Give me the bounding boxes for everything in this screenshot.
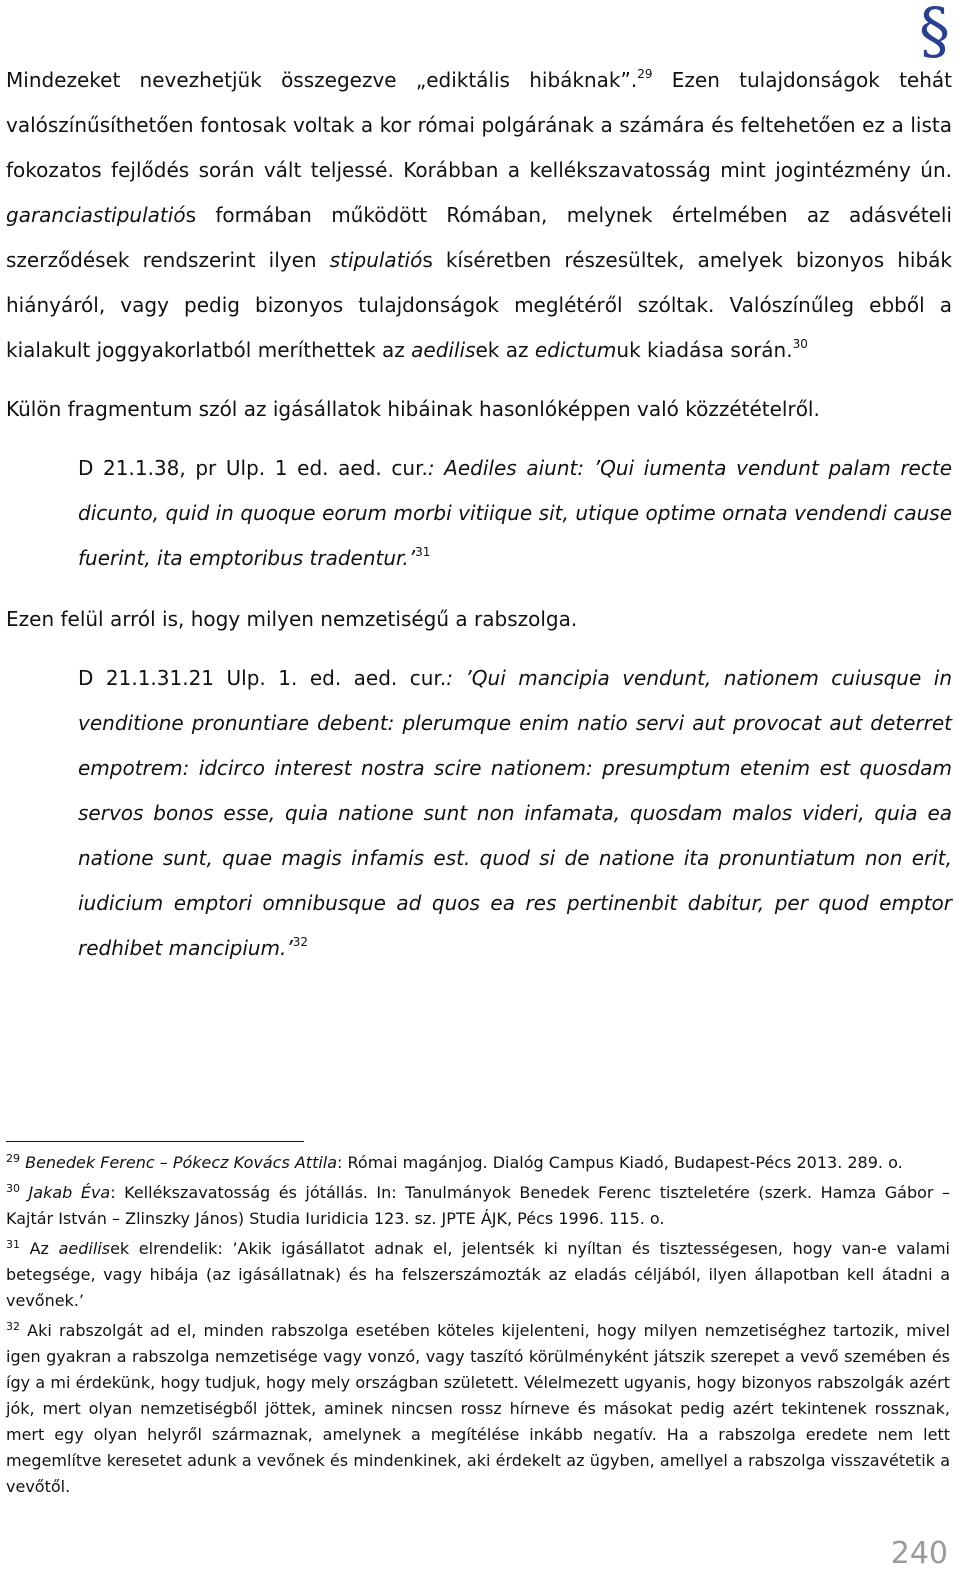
footnote-number: 29 (6, 1152, 20, 1165)
main-text (6, 58, 952, 971)
quote-1-reference: D 21.1.38, pr Ulp. 1 ed. aed. cur. (78, 456, 428, 480)
footnote-author: Jakab Éva (28, 1183, 111, 1202)
p1-italic-3: aedilis (411, 338, 476, 362)
footnote-author: Benedek Ferenc – Pókecz Kovács Attila (25, 1153, 338, 1172)
paragraph-2: Külön fragmentum szól az igásállatok hibáinak hasonlóképpen való közzétételről. (6, 397, 820, 421)
footnote-32 (6, 1318, 950, 1500)
quote-2 (78, 656, 952, 971)
quote-2-text: : ’Qui mancipia vendunt, nationem cuiusque in venditione pronuntiare debent: plerumque enim natio servi aut provocat aut deterret empotrem: idcirco interest nostra scire nationem: presumptum etenim est quosdam servos bonos esse, quia natione sunt non infamata, quosdam malos videri, quia ea natione sunt, quae magis infamis est. quod si de natione ita pronuntiatum non erit, iudicium emptori omnibusque ad quos ea res pertinenbit dabitur, per quod emptor redhibet mancipium.’ (78, 666, 953, 960)
footnotes (6, 1150, 950, 1504)
footnote-separator (6, 1141, 304, 1142)
paragraph-3: Ezen felül arról is, hogy milyen nemzetiségű a rabszolga. (6, 607, 578, 631)
p1-text-1: Mindezeket nevezhetjük összegezve „ediktális hibáknak”. (6, 68, 638, 92)
page-number: 240 (890, 1536, 948, 1571)
p1-text-4: s kíséretben részesültek, amelyek bizonyos hibák hiányáról, vagy pedig bizonyos tulajdonságok meglétéről szóltak. Valószínűleg ebből a kialakult joggyakorlatból meríthettek az (6, 248, 952, 362)
footnote-text: Aki rabszolgát ad el, minden rabszolga esetében köteles kijelenteni, hogy milyen nemzetiséghez tartozik, mivel igen gyakran a rabszolga nemzetisége vagy vonzó, vagy taszító körülményként játszik szerepet a vevő szemében és így a mi érdekünk, hogy tudjuk, hogy mely országban született. Vélelmezett ugyanis, hogy bizonyos rabszolgák azért jók, mert olyan nemzetiségből jöttek, aminek nincsen rossz hírneve és másokat pedig azért tekintenek rossznak, mert egy olyan helyről származnak, amelynek a megítélése inkább negatív. Ha a rabszolga eredete nem lett megemlítve keresetet adunk a vevőnek és mindenkinek, aki érdekelt az ügyben, amellyel a rabszolga visszavétetik a vevőtől. (6, 1321, 950, 1496)
footnote-ref-32: 32 (292, 935, 309, 949)
quote-1-text: : Aediles aiunt: ’Qui iumenta vendunt palam recte dicunto, quid in quoque eorum morbi vitiique sit, utique optime ornata vendendi cause fuerint, ita emptoribus tradentur.’ (78, 456, 953, 570)
footnote-29 (6, 1150, 950, 1176)
footnote-31 (6, 1236, 950, 1314)
p1-italic-2: stipulatió (329, 248, 423, 272)
footnote-30 (6, 1180, 950, 1232)
footnote-number: 32 (6, 1320, 20, 1333)
paragraph-1 (6, 58, 952, 373)
p1-text-3: s formában működött Rómában, melynek értelmében az adásvételi szerződések rendszerint ilyen (6, 203, 952, 272)
quote-1 (78, 446, 952, 581)
quote-2-reference: D 21.1.31.21 Ulp. 1. ed. aed. cur. (78, 666, 447, 690)
footnote-text: ek elrendelik: ’Akik igásállatot adnak el, jelentsék ki nyíltan és tisztességesen, hogy van-e valami betegsége, vagy hibája (az igásállatnak) és ha felszerszámozták az eladás céljából, ilyen állapotban kell átadni a vevőnek.’ (6, 1239, 951, 1310)
p1-text-2: Ezen tulajdonságok tehát valószínűsíthetően fontosak voltak a kor római polgárának a számára és feltehetően ez a lista fokozatos fejlődés során vált teljessé. Korábban a kellékszavatosság mint jogintézmény ún. (6, 68, 952, 182)
footnote-ref-31: 31 (415, 545, 431, 559)
p1-italic-1: garanciastipulatió (6, 203, 186, 227)
p1-italic-4: edictum (534, 338, 617, 362)
section-sign-logo: § (919, 0, 950, 67)
footnote-number: 30 (6, 1182, 20, 1195)
p1-text-5: ek az (475, 338, 535, 362)
footnote-italic-term: aedilis (58, 1239, 111, 1258)
footnote-number: 31 (6, 1238, 20, 1251)
footnote-text: : Római magánjog. Dialóg Campus Kiadó, Budapest-Pécs 2013. 289. o. (337, 1153, 903, 1172)
footnote-text: : Kellékszavatosság és jótállás. In: Tanulmányok Benedek Ferenc tiszteletére (szerk. Hamza Gábor – Kajtár István – Zlinszky János) Studia Iuridicia 123. sz. JPTE ÁJK, Pécs 1996. 115. o. (6, 1183, 951, 1228)
p1-text-6: uk kiadása során. (616, 338, 793, 362)
footnote-ref-29: 29 (637, 67, 653, 81)
footnote-text-pre: Az (20, 1239, 59, 1258)
footnote-ref-30: 30 (792, 337, 808, 351)
